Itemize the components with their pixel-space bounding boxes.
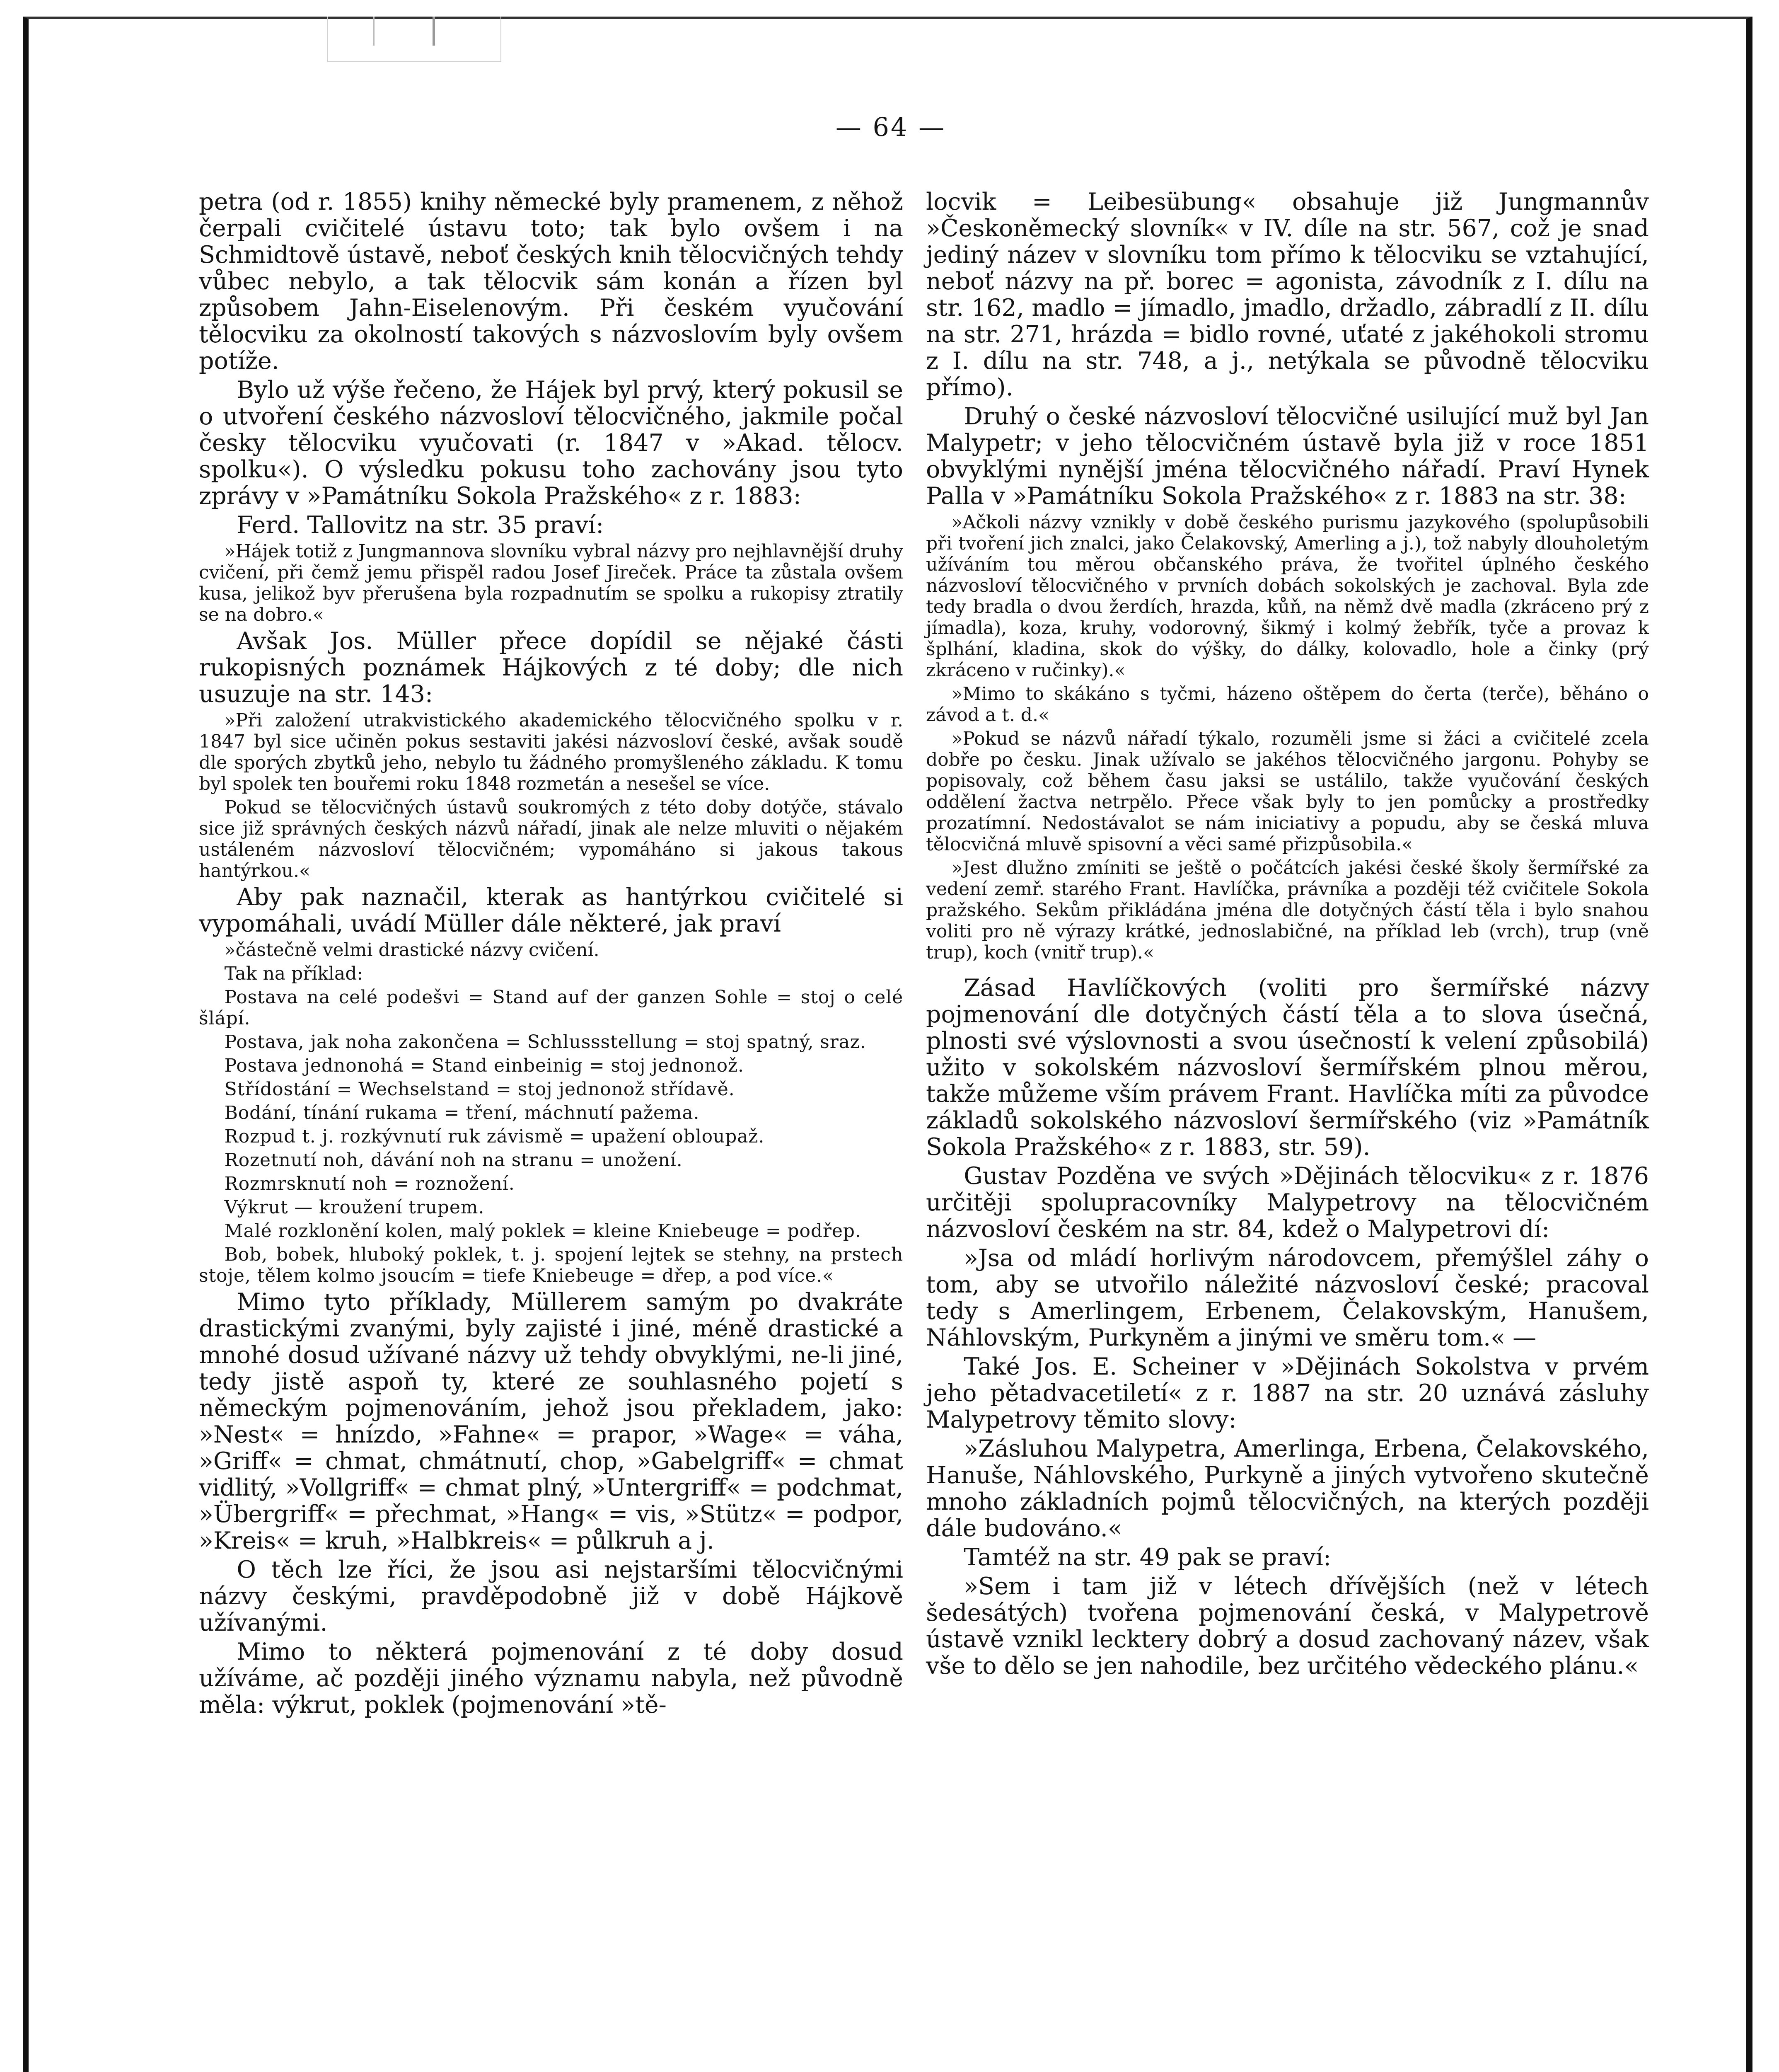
quotation: »Jest dlužno zmíniti se ještě o počátcích jakési české školy šermířské za vedení zemř. starého Frant. Havlíčka, právníka a později též cvičitele Sokola pražského. Sekům přikládána jména dle dotyčných částí těla i bylo snahou voliti pro ně výrazy krátké, jednoslabičné, na příklad leb (vrch), trup (vně trup), koch (vnitř trup).«: [926, 857, 1649, 963]
quotation: »Hájek totiž z Jungmannova slovníku vybral názvy pro nejhlavnější druhy cvičení, při čemž jemu přispěl radou Josef Jireček. Práce ta zůstala ovšem kusa, jelikož byv přerušena byla rozpadnutím se spolku a rukopisy ztratily se na dobro.«: [199, 541, 903, 625]
quotation: »Jsa od mládí horlivým národovcem, přemýšlel záhy o tom, aby se utvořilo náležité názvosloví české; pracoval tedy s Amerlingem, Erbenem, Čelakovským, Hanušem, Náhlovským, Purkyněm a jinými ve směru tom.« —: [926, 1244, 1649, 1351]
paragraph: Gustav Pozděna ve svých »Dějinách tělocviku« z r. 1876 určitěji spolupracovníky Malypetrovy na tělocvičném názvosloví českém na str. 84, kdež o Malypetrovi dí:: [926, 1162, 1649, 1243]
term-entry: Rozetnutí noh, dávání noh na stranu = unožení.: [224, 1150, 683, 1171]
quotation: »Mimo to skákáno s tyčmi, házeno oštěpem do čerta (terče), běháno o závod a t. d.«: [926, 683, 1649, 726]
paragraph: Mimo to některá pojmenování z té doby dosud užíváme, ač později jiného významu nabyla, než původně měla: výkrut, poklek (pojmenování »tě-: [199, 1638, 903, 1719]
paragraph: Aby pak naznačil, kterak as hantýrkou cvičitelé si vypomáhali, uvádí Müller dále některé, jak praví: [199, 884, 903, 937]
quotation: Tak na příklad:: [224, 963, 363, 984]
paragraph: Zásad Havlíčkových (voliti pro šermířské názvy pojmenování dle dotyčných částí těla a to slova úsečná, plnosti své výslovnosti a svou úsečností k velení způsobilá) užito v sokolském názvosloví šermířském plnou měrou, takže můžeme vším právem Frant. Havlíčka míti za původce základů sokolského názvosloví šermířského (viz »Památník Sokola Pražského« z r. 1883, str. 59).: [926, 974, 1649, 1161]
quotation: »Sem i tam již v létech dřívějších (než v létech šedesátých) tvořena pojmenování česká, v Malypetrově ústavě vznikl lecktery dobrý a dosud zachovaný název, však vše to dělo se jen nahodile, bez určitého vědeckého plánu.«: [926, 1573, 1649, 1680]
paragraph: Tamtéž na str. 49 pak se praví:: [964, 1544, 1332, 1571]
quotation: »Při založení utrakvistického akademického tělocvičného spolku v r. 1847 byl sice učiněn pokus sestaviti jakési názvosloví české, avšak soudě dle sporých zbytků jeho, nebylo tu žádného promyšleného základu. K tomu byl spolek ten bouřemi roku 1848 rozmetán a nesešel se více.: [199, 710, 903, 794]
spacer: [926, 966, 1649, 975]
term-entry: Rozmrsknutí noh = roznožení.: [224, 1173, 515, 1194]
paragraph: locvik = Leibesübung« obsahuje již Jungmannův »Českoněmecký slovník« v IV. díle na str. 567, což je snad jediný název v slovníku tom přímo k tělocviku se vztahující, neboť názvy na př. borec = agonista, závodník z I. dílu na str. 162, madlo = jímadlo, jmadlo, držadlo, zábradlí z II. dílu na str. 271, hrázda = bidlo rovné, uťaté z jakéhokoli stromu z I. dílu na str. 748, a j., netýkala se původně tělocviku přímo).: [926, 188, 1649, 401]
term-entry: Postava, jak noha zakončena = Schlussstellung = stoj spatný, sraz.: [224, 1031, 866, 1053]
paragraph: Bylo už výše řečeno, že Hájek byl prvý, který pokusil se o utvoření českého názvosloví tělocvičného, jakmile počal česky tělocviku vyučovati (r. 1847 v »Akad. tělocv. spolku«). O výsledku pokusu toho zachovány jsou tyto zprávy v »Památníku Sokola Pražského« z r. 1883:: [199, 376, 903, 510]
term-entry: Postava jednonohá = Stand einbeinig = stoj jednonož.: [224, 1055, 744, 1076]
quotation: »Pokud se názvů nářadí týkalo, rozuměli jsme si žáci a cvičitelé zcela dobře po česku. Jinak užívalo se jakéhos tělocvičného jargonu. Pohyby se popisovaly, což během času jaksi se ustálilo, takže vyučování českých oddělení žactva netrpělo. Přece však byly to jen pomůcky a prostředky prozatímní. Nedostávalot se nám iniciativy a popudu, aby se česká mluva tělocvičná mluvě spisovní a věci samé přizpůsobila.«: [926, 728, 1649, 855]
paragraph: Mimo tyto příklady, Müllerem samým po dvakráte drastickými zvanými, byly zajisté i jiné, méně drastické a mnohé dosud užívané názvy už tehdy obvyklými, ne-li jiné, tedy jistě aspoň ty, které ze souhlasného pojetí s německým pojmenováním, jehož jsou překladem, jako: »Nest« = hnízdo, »Fahne« = prapor, »Wage« = váha, »Griff« = chmat, chmátnutí, chop, »Gabelgriff« = chmat vidlitý, »Vollgriff« = chmat plný, »Untergriff« = podchmat, »Übergriff« = přechmat, »Hang« = vis, »Stütz« = podpor, »Kreis« = kruh, »Halbkreis« = půlkruh a j.: [199, 1288, 903, 1554]
paragraph: Ferd. Tallovitz na str. 35 praví:: [237, 511, 604, 539]
left-column: [199, 189, 903, 1721]
term-entry: Rozpud t. j. rozkývnutí ruk závismě = upažení obloupaž.: [224, 1126, 765, 1147]
right-column: [926, 189, 1649, 1682]
quotation: Pokud se tělocvičných ústavů soukromých z této doby dotýče, stávalo sice již správných českých názvů nářadí, jinak ale nelze mluviti o nějakém ustáleném názvosloví tělocvičném; vypomáháno si jakous takous hantýrkou.«: [199, 797, 903, 881]
term-entry: Bodání, tínání rukama = tření, máchnutí pažema.: [224, 1102, 700, 1123]
stamp-mark: [373, 17, 435, 46]
term-entry: Výkrut — kroužení trupem.: [224, 1197, 485, 1218]
paragraph: Druhý o české názvosloví tělocvičné usilující muž byl Jan Malypetr; v jeho tělocvičném ústavě byla již v roce 1851 obvyklými nynější jména tělocvičného nářadí. Praví Hynek Palla v »Památníku Sokola Pražského« z r. 1883 na str. 38:: [926, 403, 1649, 510]
page-number: — 64 —: [835, 112, 946, 142]
paragraph: petra (od r. 1855) knihy německé byly pramenem, z něhož čerpali cvičitelé ústavu toto; tak bylo ovšem i na Schmidtově ústavě, neboť českých knih tělocvičných tehdy vůbec nebylo, a tak tělocvik sám konán a řízen byl způsobem Jahn-Eiselenovým. Při českém vyučování tělocviku za okolností takových s názvoslovím byly ovšem potíže.: [199, 188, 903, 375]
quotation: »Ačkoli názvy vznikly v době českého purismu jazykového (spolupůsobili při tvoření jich znalci, jako Čelakovský, Amerling a j.), tož nabyly dlouholetým užíváním tou měrou občanského práva, že tvořitel úplného českého názvosloví tělocvičného v prvních dobách sokolských je zachoval. Byla zde tedy bradla o dvou žerdích, hrazda, kůň, na němž dvě madla (zkráceno prý z jímadla), koza, kruhy, vodorovný, šikmý i kolmý žebřík, tyče a provaz k šplhání, kladina, skok do výšky, do dálky, kolovadlo, hole a činky (prý zkráceno v ručinky).«: [926, 512, 1649, 681]
term-entry: Postava na celé podešvi = Stand auf der ganzen Sohle = stoj o celé šlápí.: [199, 987, 903, 1029]
quotation: »částečně velmi drastické názvy cvičení.: [224, 939, 599, 961]
paragraph: Také Jos. E. Scheiner v »Dějinách Sokolstva v prvém jeho pětadvacetiletí« z r. 1887 na str. 20 uznává zásluhy Malypetrovy těmito slovy:: [926, 1353, 1649, 1433]
quotation: »Zásluhou Malypetra, Amerlinga, Erbena, Čelakovského, Hanuše, Náhlovského, Purkyně a jiných vytvořeno skutečně mnoho základních pojmů tělocvičných, na kterých později dále budováno.«: [926, 1435, 1649, 1542]
term-entry: Střídostání = Wechselstand = stoj jednonož střídavě.: [224, 1079, 735, 1100]
term-entry: Malé rozklonění kolen, malý poklek = kleine Kniebeuge = podřep.: [224, 1220, 861, 1242]
paragraph: Avšak Jos. Müller přece dopídil se nějaké části rukopisných poznámek Hájkových z té doby; dle nich usuzuje na str. 143:: [199, 627, 903, 708]
paragraph: O těch lze říci, že jsou asi nejstaršími tělocvičnými názvy českými, pravděpodobně již v době Hájkově užívanými.: [199, 1556, 903, 1636]
term-entry: Bob, bobek, hluboký poklek, t. j. spojení lejtek se stehny, na prstech stoje, tělem kolmo jsoucím = tiefe Kniebeuge = dřep, a pod více.«: [199, 1244, 903, 1286]
